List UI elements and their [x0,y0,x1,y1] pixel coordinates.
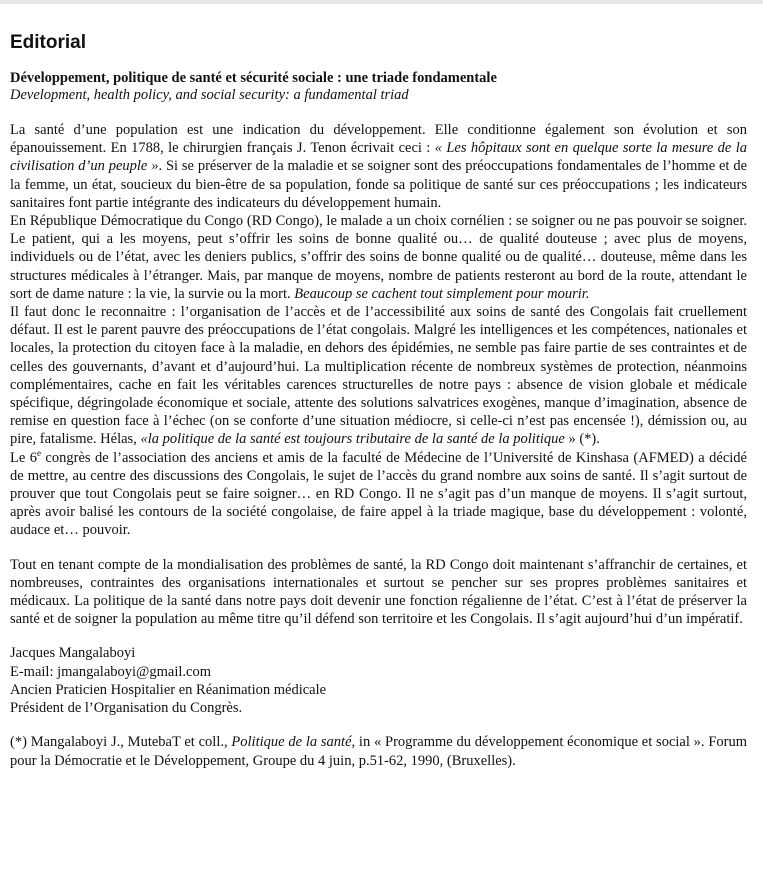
paragraph-1-text-end: . Si se préserver de la maladie et se soigner sont des préoccupations fondamentales de l’homme et de la femme, un état, soucieux du bien-être de sa population, fonde sa politique de santé sur ces préoccupations ; les indicateurs sanitaires font partie intégrante des indicateurs du développement humain. [10,158,747,211]
footnote [10,733,747,769]
article-title-french: Développement, politique de santé et sécurité sociale : une triade fondamentale [10,70,497,86]
paragraph-5: Tout en tenant compte de la mondialisation des problèmes de santé, la RD Congo doit maintenant s’affranchir de certaines, et nombreuses, contraintes des organisations internationales et surtout se pencher sur ses propres problèmes sanitaires et médicaux. La politique de la santé dans notre pays doit devenir une fonction régalienne de l’état. C’est à l’état de préserver la santé et de soigner la population au même titre qu’il défend son territoire et les Congolais. Il s’agit aujourd’hui d’un impératif. [10,556,747,628]
spacer [10,628,747,644]
ordinal-superscript: e [36,447,41,458]
footnote-text-end: , in « Programme du développement économique et social ». Forum pour la Démocratie et le Développement, Groupe du 4 juin, p.51-62, 1990, (Bruxelles). [10,734,747,769]
paragraph-2-text: En République Démocratique du Congo (RD Congo), le malade a un choix cornélien : se soigner ou ne pas pouvoir se soigner. Le patient, qui a les moyens, peut s’offrir les soins de bonne qualité ou… de qualité douteuse ; avec plus de moyens, individuels ou de l’état, avec les deniers publics, s’offrir des soins de bonne qualité ou de qualité… douteuse, même dans les structures médicales à l’étranger. Mais, par manque de moyens, nombre de patients resteront au bord de la route, attendant le sort de dame nature : la vie, la survie ou la mort. [10,213,747,302]
paragraph-3 [10,303,747,449]
paragraph-2 [10,212,747,303]
spacer [10,540,747,556]
article-title-english: Development, health policy, and social security: a fundamental triad [10,87,409,103]
paragraph-4-text-start: Le 6 [10,449,37,466]
politique-quote: «la politique de la santé est toujours tributaire de la santé de la politique [140,431,565,448]
paragraph-2-italic: Beaucoup se cachent tout simplement pour mourir. [294,285,590,302]
author-name: Jacques Mangalaboyi [10,645,136,662]
top-border [0,0,763,4]
author-role: Ancien Praticien Hospitalier en Réanimation médicale [10,681,327,698]
paragraph-4-text: congrès de l’association des anciens et amis de la faculté de Médecine de l’Université de Kinshasa (AFMED) a décidé de mettre, au centre des discussions des Congolais, le sujet de l’accès du grand nombre aux soins de santé. Il s’agit surtout de prouver que tout Congolais peut se faire soigner… en RD Congo. Il ne s’agit pas d’un manque de moyens. Il s’agit surtout, après avoir balisé les contours de la société congolaise, de faire appel à la triade magique, base du développement : volonté, audace et… pouvoir. [10,449,747,539]
footnote-title: Politique de la santé [231,734,352,751]
paragraph-3-text-end: » (*). [564,431,600,448]
paragraph-4 [10,449,747,540]
tenon-quote: « Les hôpitaux sont en quelque sorte la mesure de la civilisation d’un peuple » [10,140,747,175]
footnote-text: (*) Mangalaboyi J., MutebaT et coll., [10,734,232,751]
section-heading: Editorial [10,32,87,53]
author-email: E-mail: jmangalaboyi@gmail.com [10,663,211,680]
editorial-page [10,32,747,770]
paragraph-1-text: La santé d’une population est une indication du développement. Elle conditionne également son évolution et son épanouissement. En 1788, le chirurgien français J. Tenon écrivait ceci : [10,122,747,157]
author-role-2: Président de l’Organisation du Congrès. [10,700,243,717]
spacer [10,717,747,733]
paragraph-1 [10,121,747,212]
paragraph-3-text: Il faut donc le reconnaitre : l’organisation de l’accès et de l’accessibilité aux soins de santé des Congolais fait cruellement défaut. Il est le parent pauvre des préoccupations de l’état congolais. Malgré les intelligences et les compétences, nationales et locales, la protection du citoyen face à la maladie, en dehors des épidémies, ne semble pas faire partie de ses contraintes et de celles des gouvernants, d’avant et d’aujourd’hui. La multiplication récente de nombreux systèmes de protection, néanmoins complémentaires, cache en fait les véritables carences structurelles de notre pays : absence de vision globale et médicale spécifique, dégringolade économique et sociale, attente des solutions salvatrices exogènes, manque d’imagination, absence de remise en question face à l’échec (on se conforte d’une situation médiocre, si celle-ci n’est pas encensée !), démission ou, au pire, fatalisme. Hélas, [10,304,747,448]
